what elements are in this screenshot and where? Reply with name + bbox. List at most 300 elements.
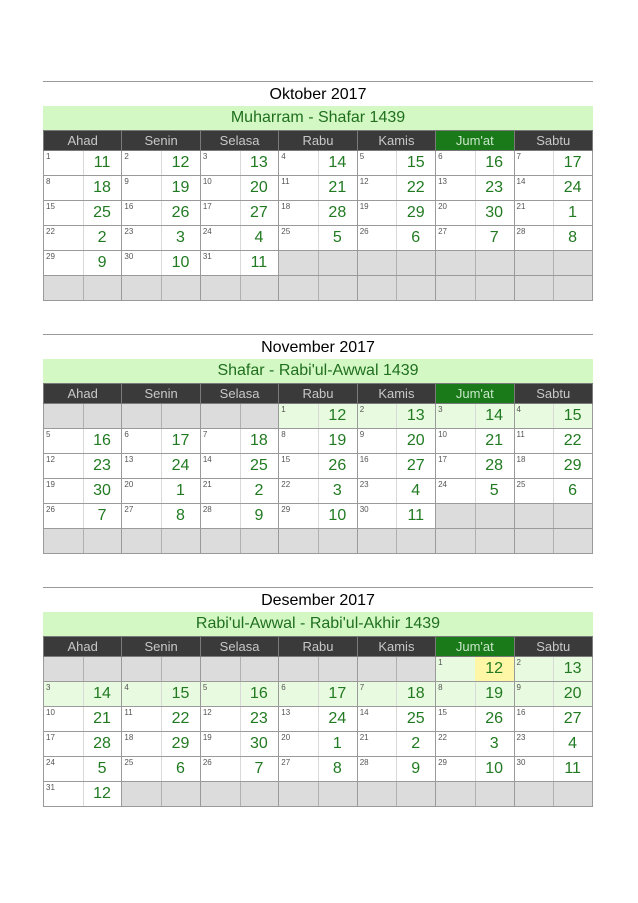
gregorian-date: 6 <box>438 152 443 161</box>
hijri-date: 4 <box>411 482 421 499</box>
hijri-date: 27 <box>250 204 268 221</box>
day-cell[interactable] <box>122 429 200 454</box>
month-title: Desember 2017 <box>43 587 593 612</box>
hijri-date: 30 <box>485 204 504 221</box>
gregorian-date: 21 <box>359 733 369 742</box>
empty-cell <box>122 276 200 301</box>
day-cell[interactable] <box>514 429 592 454</box>
hijri-date: 14 <box>93 685 111 702</box>
day-cell[interactable] <box>200 429 278 454</box>
calendar-grid <box>43 130 593 301</box>
gregorian-date: 22 <box>46 227 55 236</box>
gregorian-date: 9 <box>124 177 129 186</box>
hijri-date: 6 <box>568 482 578 499</box>
gregorian-date: 29 <box>438 758 448 767</box>
day-cell[interactable] <box>436 757 514 782</box>
gregorian-date: 23 <box>359 480 369 489</box>
gregorian-date: 30 <box>124 252 134 261</box>
weekday-header: Selasa <box>200 131 278 151</box>
empty-cell <box>200 404 278 429</box>
gregorian-date: 19 <box>46 480 55 489</box>
day-cell[interactable] <box>44 707 122 732</box>
week-row <box>44 479 593 504</box>
day-cell[interactable] <box>436 226 514 251</box>
empty-cell <box>200 529 278 554</box>
gregorian-date: 8 <box>46 177 51 186</box>
day-cell[interactable] <box>44 682 122 707</box>
day-cell[interactable] <box>122 682 200 707</box>
hijri-date: 29 <box>406 204 425 221</box>
day-cell[interactable] <box>122 479 200 504</box>
empty-cell <box>200 782 278 807</box>
hijri-date: 25 <box>406 710 425 727</box>
gregorian-date: 23 <box>516 733 526 742</box>
day-cell[interactable] <box>200 479 278 504</box>
gregorian-date: 14 <box>359 708 369 717</box>
weekday-header: Sabtu <box>514 637 592 657</box>
hijri-date: 9 <box>254 507 264 524</box>
week-row <box>44 404 593 429</box>
hijri-date: 5 <box>489 482 499 499</box>
weekday-header: Jum'at <box>436 637 514 657</box>
gregorian-date: 3 <box>46 683 51 692</box>
day-cell[interactable] <box>514 757 592 782</box>
day-cell[interactable] <box>357 682 435 707</box>
gregorian-date: 22 <box>438 733 448 742</box>
hijri-date: 4 <box>254 229 264 246</box>
week-row <box>44 682 593 707</box>
day-cell[interactable] <box>200 504 278 529</box>
hijri-date: 3 <box>489 735 499 752</box>
day-cell[interactable] <box>122 504 200 529</box>
gregorian-date: 7 <box>516 152 521 161</box>
gregorian-date: 2 <box>516 658 521 667</box>
gregorian-date: 12 <box>202 708 212 717</box>
day-cell[interactable] <box>200 707 278 732</box>
gregorian-date: 3 <box>202 152 208 161</box>
weekday-header: Jum'at <box>436 384 514 404</box>
gregorian-date: 29 <box>281 505 291 514</box>
month-november <box>43 334 593 554</box>
day-cell[interactable] <box>436 454 514 479</box>
day-cell[interactable] <box>357 732 435 757</box>
hijri-date: 12 <box>328 407 347 424</box>
empty-cell <box>514 504 592 529</box>
gregorian-date: 20 <box>281 733 291 742</box>
day-cell[interactable] <box>200 454 278 479</box>
hijri-date: 3 <box>332 482 342 499</box>
gregorian-date: 11 <box>124 708 133 717</box>
empty-cell <box>357 529 435 554</box>
gregorian-date: 2 <box>124 152 129 161</box>
hijri-title: Muharram - Shafar 1439 <box>43 106 593 130</box>
hijri-date: 29 <box>563 457 582 474</box>
gregorian-date: 20 <box>438 202 448 211</box>
gregorian-date: 3 <box>438 405 443 414</box>
weekday-header: Senin <box>122 637 200 657</box>
gregorian-date: 17 <box>202 202 212 211</box>
weekday-header: Senin <box>122 384 200 404</box>
hijri-date: 21 <box>485 432 504 449</box>
week-row <box>44 504 593 529</box>
empty-cell <box>436 529 514 554</box>
week-row <box>44 276 593 301</box>
empty-cell <box>436 504 514 529</box>
gregorian-date: 31 <box>202 252 212 261</box>
day-cell[interactable] <box>200 201 278 226</box>
empty-cell <box>122 657 200 682</box>
hijri-date: 11 <box>93 154 111 171</box>
hijri-date: 13 <box>250 154 268 171</box>
day-cell[interactable] <box>514 151 592 176</box>
hijri-date: 7 <box>97 507 107 524</box>
day-cell[interactable] <box>279 707 357 732</box>
gregorian-date: 25 <box>516 480 526 489</box>
day-cell[interactable] <box>44 504 122 529</box>
month-desember <box>43 587 593 807</box>
hijri-date: 21 <box>93 710 111 727</box>
gregorian-date: 14 <box>202 455 212 464</box>
week-row <box>44 429 593 454</box>
gregorian-date: 6 <box>281 683 286 692</box>
day-cell[interactable] <box>279 226 357 251</box>
month-title: Oktober 2017 <box>43 81 593 106</box>
day-cell[interactable] <box>279 504 357 529</box>
empty-cell <box>279 657 357 682</box>
day-cell[interactable] <box>122 707 200 732</box>
hijri-date: 15 <box>171 685 190 702</box>
hijri-date: 2 <box>411 735 421 752</box>
weekday-header: Kamis <box>357 384 435 404</box>
gregorian-date: 6 <box>124 430 129 439</box>
gregorian-date: 14 <box>516 177 526 186</box>
day-cell[interactable] <box>200 732 278 757</box>
gregorian-date: 20 <box>124 480 134 489</box>
day-cell[interactable] <box>279 429 357 454</box>
gregorian-date: 4 <box>281 152 286 161</box>
day-cell[interactable] <box>44 429 122 454</box>
weekday-header: Rabu <box>279 637 357 657</box>
gregorian-date: 19 <box>359 202 369 211</box>
day-cell[interactable] <box>122 226 200 251</box>
empty-cell <box>357 782 435 807</box>
gregorian-date: 15 <box>46 202 55 211</box>
empty-cell <box>44 529 122 554</box>
gregorian-date: 31 <box>46 783 55 792</box>
day-cell[interactable] <box>514 707 592 732</box>
gregorian-date: 19 <box>202 733 212 742</box>
empty-cell <box>122 782 200 807</box>
gregorian-date: 21 <box>202 480 212 489</box>
hijri-date: 12 <box>475 657 514 681</box>
weekday-header: Senin <box>122 131 200 151</box>
gregorian-date: 17 <box>46 733 55 742</box>
gregorian-date: 8 <box>281 430 286 439</box>
hijri-date: 16 <box>485 154 504 171</box>
empty-cell <box>436 251 514 276</box>
day-cell[interactable] <box>436 404 514 429</box>
hijri-date: 13 <box>563 660 582 677</box>
hijri-date: 22 <box>171 710 190 727</box>
hijri-date: 27 <box>563 710 582 727</box>
empty-cell <box>514 529 592 554</box>
gregorian-date: 25 <box>124 758 134 767</box>
month-oktober <box>43 81 593 301</box>
hijri-date: 28 <box>93 735 111 752</box>
gregorian-date: 18 <box>516 455 526 464</box>
gregorian-date: 26 <box>359 227 369 236</box>
day-cell[interactable] <box>436 429 514 454</box>
hijri-date: 30 <box>250 735 268 752</box>
day-cell[interactable] <box>514 176 592 201</box>
gregorian-date: 13 <box>438 177 448 186</box>
hijri-date: 4 <box>568 735 578 752</box>
hijri-date: 8 <box>568 229 578 246</box>
day-cell[interactable] <box>122 454 200 479</box>
day-cell[interactable] <box>514 404 592 429</box>
week-row <box>44 732 593 757</box>
day-cell[interactable] <box>436 479 514 504</box>
day-cell[interactable] <box>514 657 592 682</box>
hijri-date: 8 <box>176 507 185 524</box>
empty-cell <box>357 657 435 682</box>
hijri-date: 6 <box>411 229 421 246</box>
gregorian-date: 13 <box>124 455 134 464</box>
empty-cell <box>514 782 592 807</box>
empty-cell <box>122 404 200 429</box>
week-row <box>44 707 593 732</box>
hijri-title: Rabi'ul-Awwal - Rabi'ul-Akhir 1439 <box>43 612 593 636</box>
gregorian-date: 21 <box>516 202 526 211</box>
hijri-date: 25 <box>250 457 268 474</box>
day-cell[interactable] <box>514 226 592 251</box>
gregorian-date: 24 <box>202 227 212 236</box>
day-cell[interactable] <box>122 757 200 782</box>
day-cell[interactable] <box>514 479 592 504</box>
hijri-date: 20 <box>250 179 268 196</box>
hijri-date: 11 <box>564 760 581 777</box>
day-cell[interactable] <box>200 682 278 707</box>
gregorian-date: 5 <box>46 430 51 439</box>
gregorian-date: 10 <box>438 430 448 439</box>
hijri-date: 3 <box>176 229 185 246</box>
day-cell[interactable] <box>122 201 200 226</box>
day-cell[interactable] <box>514 732 592 757</box>
empty-cell <box>279 782 357 807</box>
hijri-date: 2 <box>254 482 264 499</box>
gregorian-date: 29 <box>46 252 55 261</box>
day-cell[interactable] <box>357 404 435 429</box>
day-cell[interactable] <box>44 251 122 276</box>
hijri-date: 24 <box>328 710 347 727</box>
day-cell[interactable] <box>357 454 435 479</box>
day-cell[interactable] <box>357 429 435 454</box>
day-cell[interactable] <box>436 732 514 757</box>
day-cell[interactable] <box>357 479 435 504</box>
day-cell[interactable] <box>44 454 122 479</box>
day-cell[interactable] <box>200 226 278 251</box>
day-cell[interactable] <box>200 176 278 201</box>
hijri-date: 2 <box>97 229 107 246</box>
hijri-date: 20 <box>406 432 425 449</box>
day-cell[interactable] <box>200 251 278 276</box>
week-row <box>44 251 593 276</box>
empty-cell <box>122 529 200 554</box>
day-cell[interactable] <box>436 682 514 707</box>
day-cell[interactable] <box>122 251 200 276</box>
week-row <box>44 226 593 251</box>
day-cell[interactable] <box>357 176 435 201</box>
day-cell[interactable] <box>436 657 514 682</box>
day-cell[interactable] <box>436 151 514 176</box>
empty-cell <box>436 782 514 807</box>
day-cell[interactable] <box>122 151 200 176</box>
gregorian-date: 16 <box>516 708 526 717</box>
weekday-header: Jum'at <box>436 131 514 151</box>
weekday-header: Kamis <box>357 637 435 657</box>
gregorian-date: 9 <box>516 683 521 692</box>
day-cell[interactable] <box>279 682 357 707</box>
day-cell[interactable] <box>436 707 514 732</box>
day-cell[interactable] <box>357 226 435 251</box>
hijri-date: 15 <box>406 154 425 171</box>
hijri-date: 23 <box>485 179 504 196</box>
gregorian-date: 12 <box>46 455 55 464</box>
day-cell[interactable] <box>44 782 122 807</box>
day-cell[interactable] <box>44 226 122 251</box>
day-cell[interactable] <box>514 201 592 226</box>
day-cell[interactable] <box>279 757 357 782</box>
hijri-title: Shafar - Rabi'ul-Awwal 1439 <box>43 359 593 383</box>
hijri-date: 28 <box>328 204 347 221</box>
gregorian-date: 26 <box>202 758 212 767</box>
hijri-date: 19 <box>328 432 347 449</box>
day-cell[interactable] <box>514 454 592 479</box>
empty-cell <box>44 404 122 429</box>
weekday-header: Selasa <box>200 637 278 657</box>
day-cell[interactable] <box>279 454 357 479</box>
gregorian-date: 26 <box>46 505 55 514</box>
day-cell[interactable] <box>357 504 435 529</box>
day-cell[interactable] <box>436 201 514 226</box>
hijri-date: 16 <box>93 432 111 449</box>
hijri-date: 17 <box>563 154 582 171</box>
hijri-date: 20 <box>563 685 582 702</box>
weekday-header: Ahad <box>44 384 122 404</box>
day-cell[interactable] <box>44 176 122 201</box>
hijri-date: 22 <box>563 432 582 449</box>
gregorian-date: 27 <box>124 505 134 514</box>
week-row <box>44 782 593 807</box>
day-cell[interactable] <box>44 201 122 226</box>
gregorian-date: 13 <box>281 708 291 717</box>
gregorian-date: 30 <box>516 758 526 767</box>
empty-cell <box>279 251 357 276</box>
week-row <box>44 176 593 201</box>
day-cell[interactable] <box>357 757 435 782</box>
gregorian-date: 1 <box>46 152 51 161</box>
hijri-date: 16 <box>250 685 268 702</box>
day-cell[interactable] <box>200 757 278 782</box>
calendar-grid <box>43 383 593 554</box>
hijri-date: 18 <box>250 432 268 449</box>
hijri-date: 6 <box>176 760 185 777</box>
day-cell[interactable] <box>514 682 592 707</box>
weekday-header: Sabtu <box>514 384 592 404</box>
gregorian-date: 1 <box>281 405 286 414</box>
gregorian-date: 10 <box>46 708 55 717</box>
week-row <box>44 529 593 554</box>
hijri-date: 9 <box>411 760 421 777</box>
hijri-date: 8 <box>332 760 342 777</box>
day-cell[interactable] <box>279 151 357 176</box>
day-cell[interactable] <box>122 176 200 201</box>
gregorian-date: 2 <box>359 405 365 414</box>
hijri-date: 10 <box>328 507 347 524</box>
gregorian-date: 15 <box>438 708 448 717</box>
hijri-date: 11 <box>250 254 268 271</box>
day-cell[interactable] <box>44 757 122 782</box>
day-cell[interactable] <box>436 176 514 201</box>
day-cell[interactable] <box>279 176 357 201</box>
week-row <box>44 151 593 176</box>
hijri-date: 23 <box>93 457 111 474</box>
day-cell[interactable] <box>357 201 435 226</box>
empty-cell <box>279 529 357 554</box>
gregorian-date: 5 <box>359 152 365 161</box>
week-row <box>44 454 593 479</box>
hijri-date: 27 <box>406 457 425 474</box>
day-cell[interactable] <box>44 732 122 757</box>
empty-cell <box>514 276 592 301</box>
day-cell[interactable] <box>357 151 435 176</box>
day-cell[interactable] <box>357 707 435 732</box>
empty-cell <box>44 276 122 301</box>
gregorian-date: 11 <box>281 177 290 186</box>
hijri-date: 19 <box>171 179 190 196</box>
hijri-date: 26 <box>485 710 504 727</box>
hijri-date: 28 <box>485 457 504 474</box>
gregorian-date: 18 <box>281 202 291 211</box>
hijri-date: 19 <box>485 685 504 702</box>
hijri-date: 15 <box>563 407 582 424</box>
gregorian-date: 17 <box>438 455 448 464</box>
gregorian-date: 10 <box>202 177 212 186</box>
hijri-date: 17 <box>171 432 190 449</box>
gregorian-date: 28 <box>516 227 526 236</box>
weekday-header: Sabtu <box>514 131 592 151</box>
gregorian-date: 12 <box>359 177 369 186</box>
gregorian-date: 25 <box>281 227 291 236</box>
day-cell[interactable] <box>279 479 357 504</box>
hijri-date: 17 <box>328 685 347 702</box>
day-cell[interactable] <box>279 732 357 757</box>
day-cell[interactable] <box>44 479 122 504</box>
day-cell[interactable] <box>44 151 122 176</box>
day-cell[interactable] <box>200 151 278 176</box>
day-cell[interactable] <box>279 201 357 226</box>
day-cell[interactable] <box>279 404 357 429</box>
week-row <box>44 201 593 226</box>
gregorian-date: 28 <box>202 505 212 514</box>
day-cell[interactable] <box>122 732 200 757</box>
gregorian-date: 1 <box>438 658 443 667</box>
gregorian-date: 24 <box>438 480 448 489</box>
hijri-date: 21 <box>328 179 347 196</box>
hijri-date: 22 <box>406 179 425 196</box>
hijri-date: 12 <box>93 785 111 802</box>
gregorian-date: 16 <box>124 202 134 211</box>
